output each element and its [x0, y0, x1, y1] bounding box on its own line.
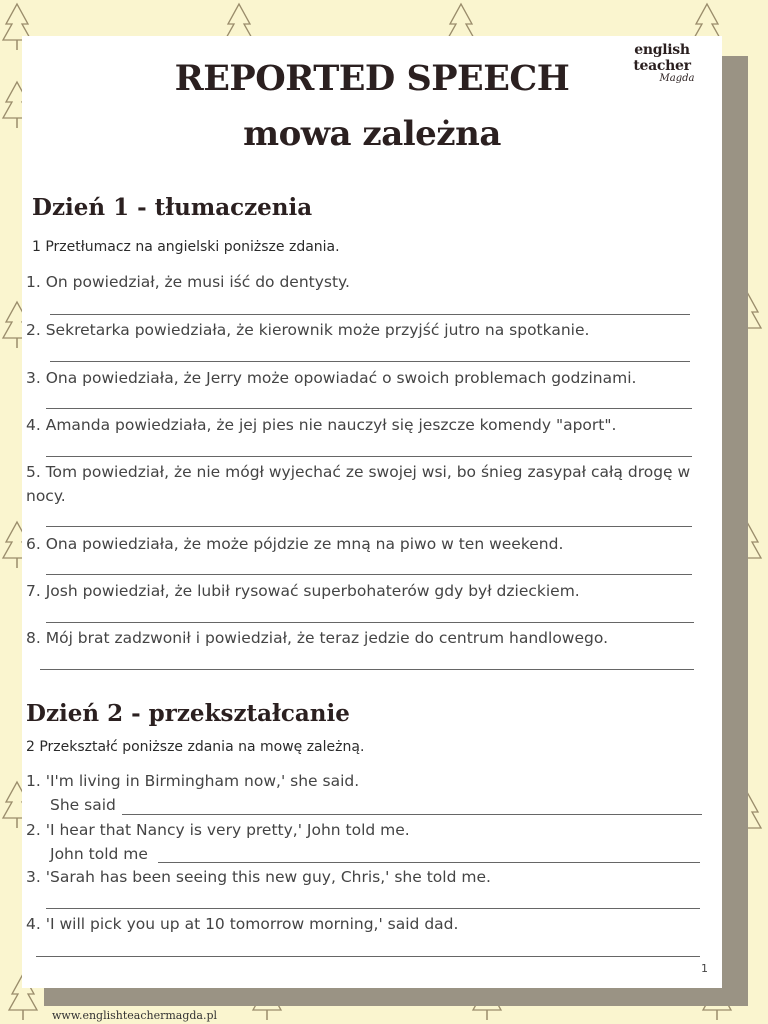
answer-line[interactable]	[40, 669, 694, 670]
answer-line[interactable]	[46, 908, 700, 909]
logo-signature: Magda	[659, 73, 695, 84]
list-item: 6. Ona powiedziała, że może pójdzie ze mną na piwo w ten weekend.	[26, 535, 564, 553]
list-item: 8. Mój brat zadzwonił i powiedział, że teraz jedzie do centrum handlowego.	[26, 629, 608, 647]
answer-line[interactable]	[50, 361, 690, 362]
list-item: 4. 'I will pick you up at 10 tomorrow morning,' said dad.	[26, 915, 459, 933]
list-item: 2. 'I hear that Nancy is very pretty,' John told me.	[26, 821, 410, 839]
list-item: 1. 'I'm living in Birmingham now,' she said.	[26, 772, 360, 790]
worksheet-page	[22, 36, 722, 988]
list-item: 4. Amanda powiedziała, że jej pies nie nauczył się jeszcze komendy "aport".	[26, 416, 617, 434]
logo-main-text: english teacher	[633, 42, 691, 74]
list-item: 7. Josh powiedział, że lubił rysować superbohaterów gdy był dzieckiem.	[26, 582, 580, 600]
section1-instruction: 1 Przetłumacz na angielski poniższe zdania.	[32, 239, 340, 255]
list-item: 3. Ona powiedziała, że Jerry może opowiadać o swoich problemach godzinami.	[26, 369, 637, 387]
answer-line[interactable]	[46, 408, 692, 409]
answer-line[interactable]	[158, 862, 700, 863]
section2-instruction: 2 Przekształć poniższe zdania na mowę zależną.	[26, 739, 365, 755]
answer-line[interactable]	[46, 526, 692, 527]
list-item: 1. On powiedział, że musi iść do dentysty.	[26, 273, 350, 291]
list-item: 5. Tom powiedział, że nie mógł wyjechać ze swojej wsi, bo śnieg zasypał całą drogę w nocy.	[26, 463, 691, 505]
page-title: REPORTED SPEECH	[174, 58, 570, 99]
answer-prompt: John told me	[50, 845, 148, 863]
page-number: 1	[701, 962, 708, 975]
section1-heading: Dzień 1 - tłumaczenia	[32, 194, 313, 221]
answer-line[interactable]	[36, 956, 700, 957]
answer-line[interactable]	[46, 456, 692, 457]
list-item: 2. Sekretarka powiedziała, że kierownik może przyjść jutro na spotkanie.	[26, 321, 590, 339]
answer-line[interactable]	[46, 574, 692, 575]
answer-prompt: She said	[50, 796, 116, 814]
answer-line[interactable]	[50, 314, 690, 315]
list-item: 3. 'Sarah has been seeing this new guy, Chris,' she told me.	[26, 868, 491, 886]
answer-line[interactable]	[46, 622, 694, 623]
section2-heading: Dzień 2 - przekształcanie	[26, 700, 350, 727]
answer-line[interactable]	[122, 814, 702, 815]
website-link[interactable]: www.englishteachermagda.pl	[52, 1009, 218, 1022]
page-subtitle: mowa zależna	[243, 114, 501, 154]
